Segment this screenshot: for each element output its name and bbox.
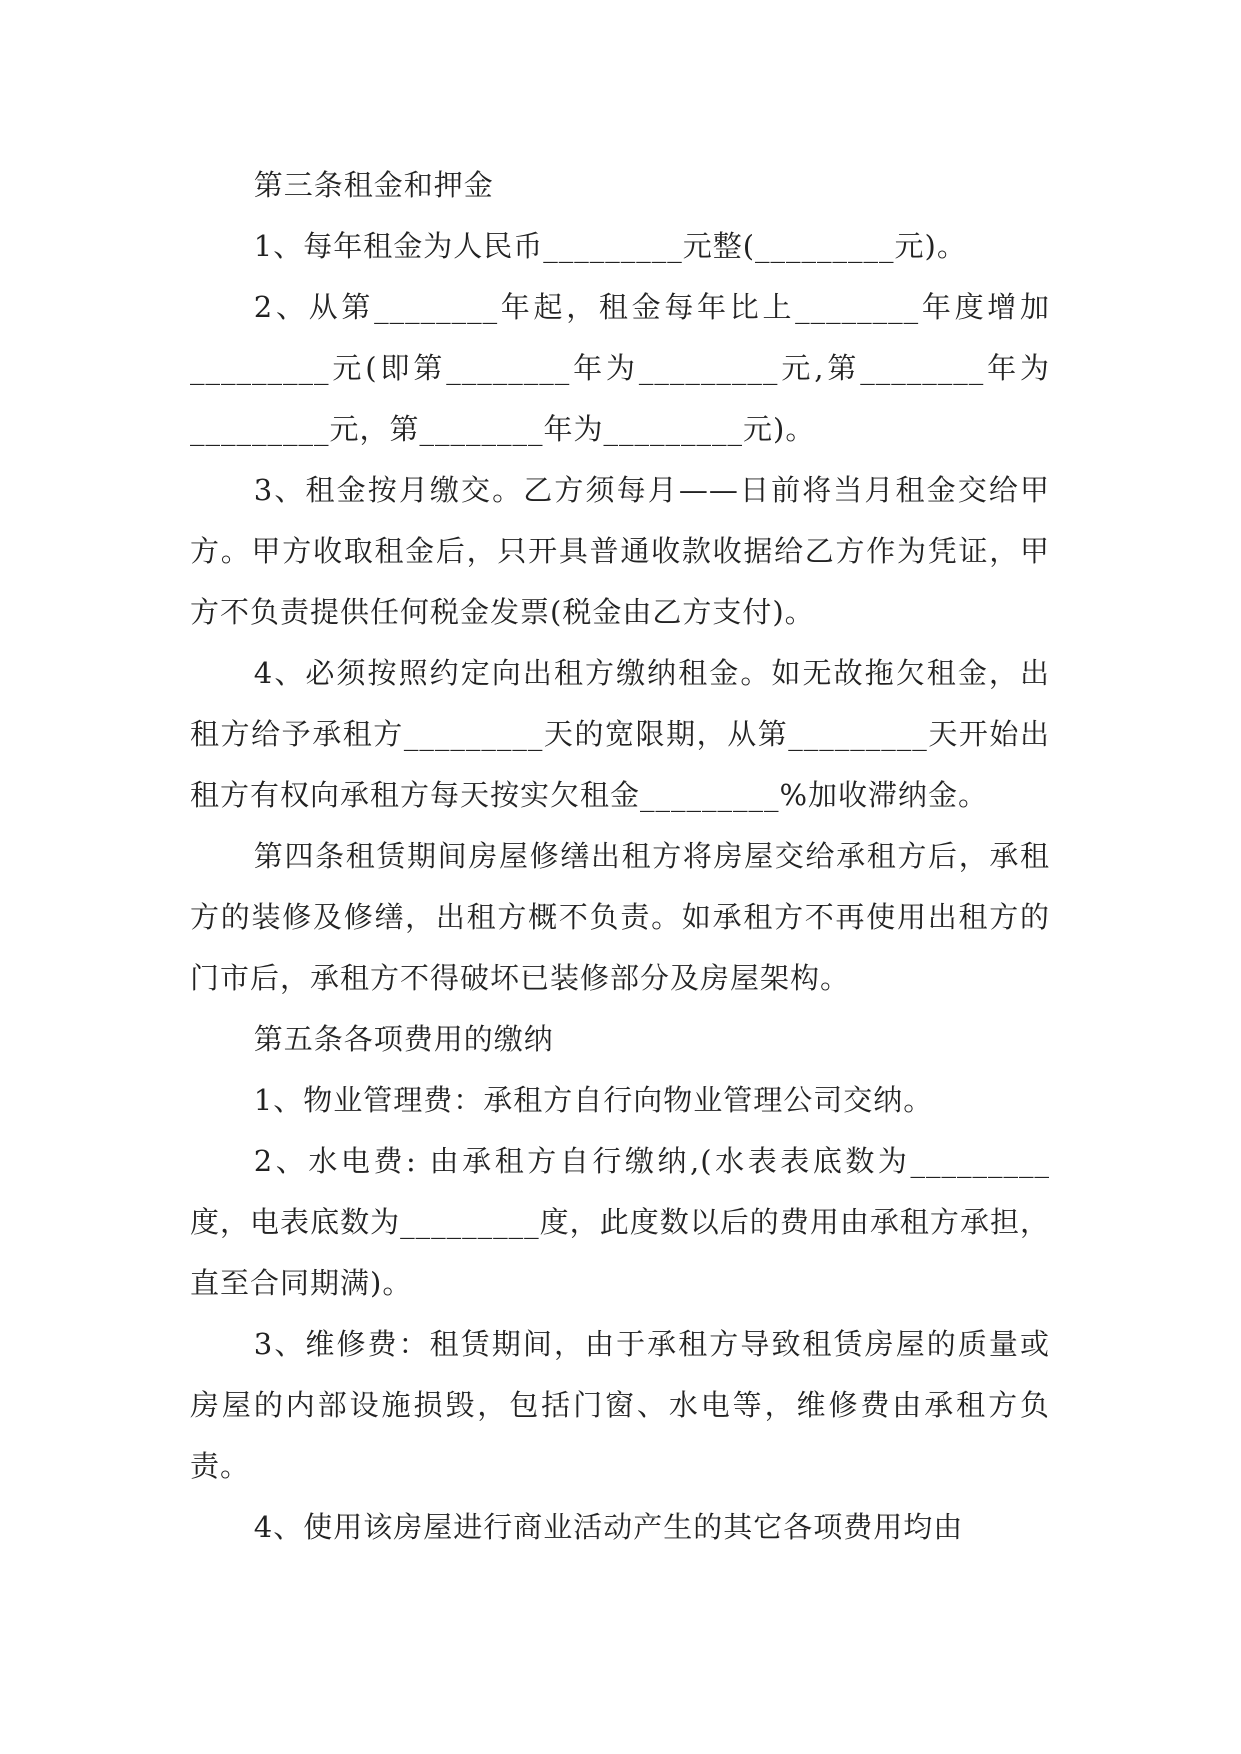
section-heading-article-5: 第五条各项费用的缴纳 <box>253 1022 554 1056</box>
section-heading-article-3: 第三条租金和押金 <box>253 168 494 202</box>
clause-paragraph: 1、物业管理费：承租方自行向物业管理公司交纳。 <box>253 1083 934 1117</box>
clause-paragraph: 4、必须按照约定向出租方缴纳租金。如无故拖欠租金，出租方给予承租方_________天的宽限期，从第_________天开始出租方有权向承租方每天按实欠租金_________%加收滞纳金。 <box>190 656 1050 812</box>
clause-paragraph: 3、维修费：租赁期间，由于承租方导致租赁房屋的质量或房屋的内部设施损毁，包括门窗、水电等，维修费由承租方负责。 <box>190 1327 1050 1483</box>
clause-paragraph: 2、水电费: 由承租方自行缴纳,(水表表底数为_________度，电表底数为_________度，此度数以后的费用由承租方承担，直至合同期满)。 <box>190 1144 1050 1300</box>
clause-paragraph: 3、租金按月缴交。乙方须每月——日前将当月租金交给甲方。甲方收取租金后，只开具普通收款收据给乙方作为凭证，甲方不负责提供任何税金发票(税金由乙方支付)。 <box>190 473 1050 629</box>
section-paragraph-article-4: 第四条租赁期间房屋修缮出租方将房屋交给承租方后，承租方的装修及修缮，出租方概不负责。如承租方不再使用出租方的门市后，承租方不得破坏已装修部分及房屋架构。 <box>190 839 1050 995</box>
clause-paragraph: 1、每年租金为人民币_________元整(_________元)。 <box>253 229 967 263</box>
document-body <box>190 155 1050 1558</box>
clause-paragraph: 4、使用该房屋进行商业活动产生的其它各项费用均由 <box>253 1510 964 1544</box>
clause-paragraph: 2、从第________年起，租金每年比上________年度增加_________元(即第________年为_________元,第________年为_________元，第________年为_________元)。 <box>190 290 1050 446</box>
